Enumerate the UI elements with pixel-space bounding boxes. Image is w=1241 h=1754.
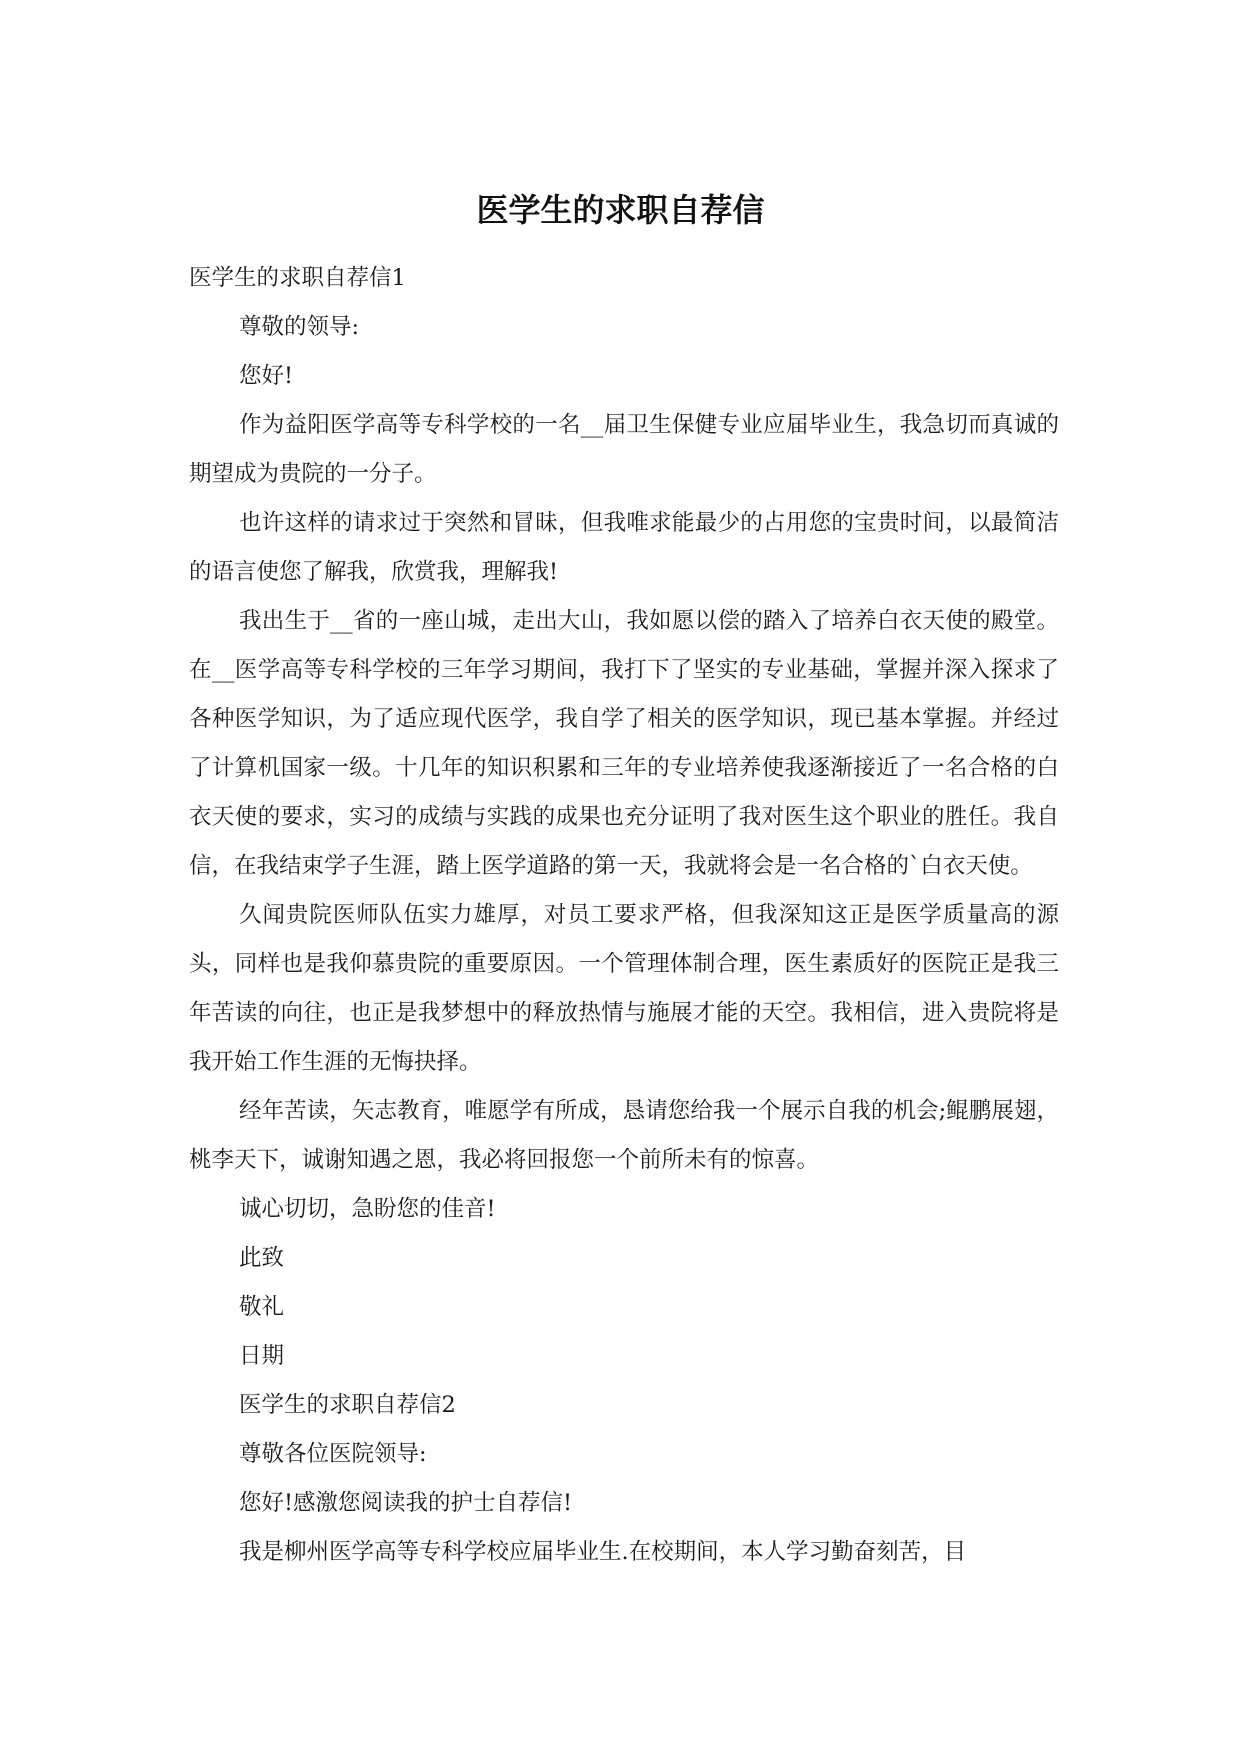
paragraph: 也许这样的请求过于突然和冒昧，但我唯求能最少的占用您的宝贵时间，以最简洁的语言使您了解我，欣赏我，理解我! bbox=[189, 510, 1059, 585]
paragraph: 日期 bbox=[239, 1343, 285, 1369]
paragraph: 作为益阳医学高等专科学校的一名__届卫生保健专业应届毕业生，我急切而真诚的期望成为贵院的一分子。 bbox=[189, 412, 1059, 487]
document-body bbox=[189, 254, 1059, 1577]
paragraph: 我是柳州医学高等专科学校应届毕业生.在校期间，本人学习勤奋刻苦，目 bbox=[239, 1539, 967, 1565]
document-title: 医学生的求职自荐信 bbox=[476, 191, 765, 229]
paragraph: 医学生的求职自荐信2 bbox=[239, 1392, 456, 1418]
paragraph: 尊敬各位医院领导: bbox=[239, 1441, 427, 1467]
paragraph: 医学生的求职自荐信1 bbox=[189, 265, 406, 291]
paragraph: 敬礼 bbox=[239, 1294, 285, 1320]
paragraph: 我出生于__省的一座山城，走出大山，我如愿以偿的踏入了培养白衣天使的殿堂。在__医学高等专科学校的三年学习期间，我打下了坚实的专业基础，掌握并深入探求了各种医学知识，为了适应现代医学，我自学了相关的医学知识，现已基本掌握。并经过了计算机国家一级。十几年的知识积累和三年的专业培养使我逐渐接近了一名合格的白衣天使的要求，实习的成绩与实践的成果也充分证明了我对医生这个职业的胜任。我自信，在我结束学子生涯，踏上医学道路的第一天，我就将会是一名合格的`白衣天使。 bbox=[189, 608, 1059, 879]
paragraph: 此致 bbox=[239, 1245, 285, 1271]
paragraph: 诚心切切，急盼您的佳音! bbox=[239, 1196, 496, 1222]
paragraph: 尊敬的领导: bbox=[239, 314, 360, 340]
paragraph: 经年苦读，矢志教育，唯愿学有所成，恳请您给我一个展示自我的机会;鲲鹏展翅，桃李天下，诚谢知遇之恩，我必将回报您一个前所未有的惊喜。 bbox=[189, 1098, 1059, 1173]
paragraph: 您好! bbox=[239, 363, 294, 389]
paragraph: 您好!感激您阅读我的护士自荐信! bbox=[239, 1490, 573, 1516]
paragraph: 久闻贵院医师队伍实力雄厚，对员工要求严格，但我深知这正是医学质量高的源头，同样也是我仰慕贵院的重要原因。一个管理体制合理，医生素质好的医院正是我三年苦读的向往，也正是我梦想中的释放热情与施展才能的天空。我相信，进入贵院将是我开始工作生涯的无悔抉择。 bbox=[189, 902, 1059, 1075]
